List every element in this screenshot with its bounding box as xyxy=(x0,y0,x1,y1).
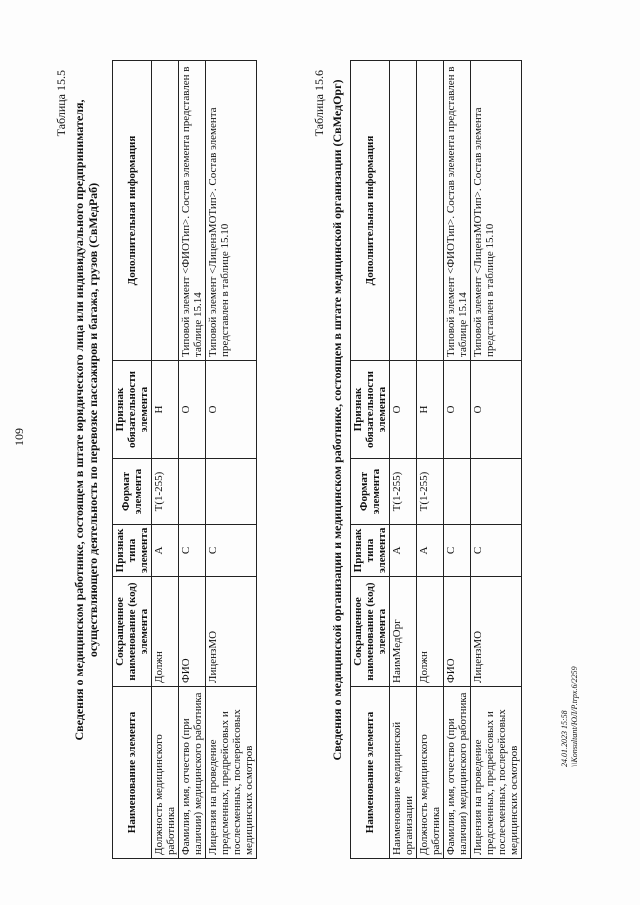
column-header: Признак типа элемента xyxy=(351,525,390,577)
print-footer xyxy=(560,666,580,767)
table-cell: ЛицензМО xyxy=(206,577,257,687)
table-title-line: Сведения о медицинском работнике, состоящем в штате юридического лица или индивидуального предпринимателя, xyxy=(72,99,86,741)
table-cell: С xyxy=(444,525,471,577)
table-cell: С xyxy=(206,525,257,577)
table-cell: ЛицензМО xyxy=(471,577,522,687)
table-title xyxy=(72,25,100,815)
table-cell: О xyxy=(471,361,522,459)
table-cell: Должность медицинского работника xyxy=(152,687,179,859)
table-cell: О xyxy=(390,361,417,459)
data-table xyxy=(350,60,522,859)
table-row xyxy=(444,61,471,859)
table-cell: Должность медицинского работника xyxy=(417,687,444,859)
table-title-line: Сведения о медицинской организации и медицинском работнике, состоящем в штате медицинской организации (СвМедОрг) xyxy=(330,79,344,761)
table-cell: Н xyxy=(417,361,444,459)
rotated-page xyxy=(0,10,640,895)
column-header: Формат элемента xyxy=(351,459,390,525)
table-row xyxy=(390,61,417,859)
table-row xyxy=(179,61,206,859)
table-cell: ФИО xyxy=(179,577,206,687)
table-row xyxy=(206,61,257,859)
table-cell xyxy=(206,459,257,525)
table-cell: Типовой элемент <ФИОТип>. Состав элемента представлен в таблице 15.14 xyxy=(444,61,471,361)
column-header: Сокращенное наименование (код) элемента xyxy=(351,577,390,687)
header-row xyxy=(113,61,152,859)
table-cell: Фамилия, имя, отчество (при наличии) медицинского работника xyxy=(179,687,206,859)
table-cell: Т(1-255) xyxy=(390,459,417,525)
column-header: Признак обязательности элемента xyxy=(113,361,152,459)
column-header: Наименование элемента xyxy=(351,687,390,859)
column-header: Наименование элемента xyxy=(113,687,152,859)
table-cell: Типовой элемент <ЛицензМОТип>. Состав элемента представлен в таблице 15.10 xyxy=(206,61,257,361)
table-cell: С xyxy=(471,525,522,577)
table-cell xyxy=(179,459,206,525)
table-cell xyxy=(390,61,417,361)
table-cell: Т(1-255) xyxy=(417,459,444,525)
table-caption: Таблица 15.6 xyxy=(312,70,326,137)
table-cell: Лицензия на проведение предсменных, предрейсовых и послесменных, послерейсовых медицинских осмотров xyxy=(471,687,522,859)
page-number: 109 xyxy=(12,428,26,446)
table-cell: ФИО xyxy=(444,577,471,687)
table-cell: Типовой элемент <ЛицензМОТип>. Состав элемента представлен в таблице 15.10 xyxy=(471,61,522,361)
column-header: Признак типа элемента xyxy=(113,525,152,577)
table-cell: Должн xyxy=(152,577,179,687)
table-cell: А xyxy=(390,525,417,577)
column-header: Признак обязательности элемента xyxy=(351,361,390,459)
table-cell xyxy=(417,61,444,361)
table-cell: О xyxy=(179,361,206,459)
column-header: Формат элемента xyxy=(113,459,152,525)
column-header: Дополнительная информация xyxy=(351,61,390,361)
table-cell: А xyxy=(152,525,179,577)
table-title-line: осуществляющего деятельность по перевозке пассажиров и багажа, грузов (СвМедРаб) xyxy=(86,182,100,658)
footer-path: \\Konsultant/ЮЛ/Р.trpx.6/2259 xyxy=(570,666,579,767)
column-header: Сокращенное наименование (код) элемента xyxy=(113,577,152,687)
table-cell: Фамилия, имя, отчество (при наличии) медицинского работника xyxy=(444,687,471,859)
table-cell: НаимМедОрг xyxy=(390,577,417,687)
header-row xyxy=(351,61,390,859)
table-cell: Типовой элемент <ФИОТип>. Состав элемента представлен в таблице 15.14 xyxy=(179,61,206,361)
table-cell: Т(1-255) xyxy=(152,459,179,525)
footer-timestamp: 24.01.2023 15:58 xyxy=(560,710,569,767)
table-cell: С xyxy=(179,525,206,577)
table-cell: О xyxy=(444,361,471,459)
table-cell xyxy=(444,459,471,525)
column-header: Дополнительная информация xyxy=(113,61,152,361)
table-cell xyxy=(471,459,522,525)
table-cell: О xyxy=(206,361,257,459)
table-cell: Должн xyxy=(417,577,444,687)
table-caption: Таблица 15.5 xyxy=(54,70,68,137)
table-cell xyxy=(152,61,179,361)
table-cell: Лицензия на проведение предсменных, предрейсовых и послесменных, послерейсовых медицинских осмотров xyxy=(206,687,257,859)
table-cell: Наименование медицинской организации xyxy=(390,687,417,859)
table-row xyxy=(471,61,522,859)
table-row xyxy=(417,61,444,859)
table-title xyxy=(330,25,344,815)
table-cell: А xyxy=(417,525,444,577)
table-row xyxy=(152,61,179,859)
table-cell: Н xyxy=(152,361,179,459)
data-table xyxy=(112,60,257,859)
